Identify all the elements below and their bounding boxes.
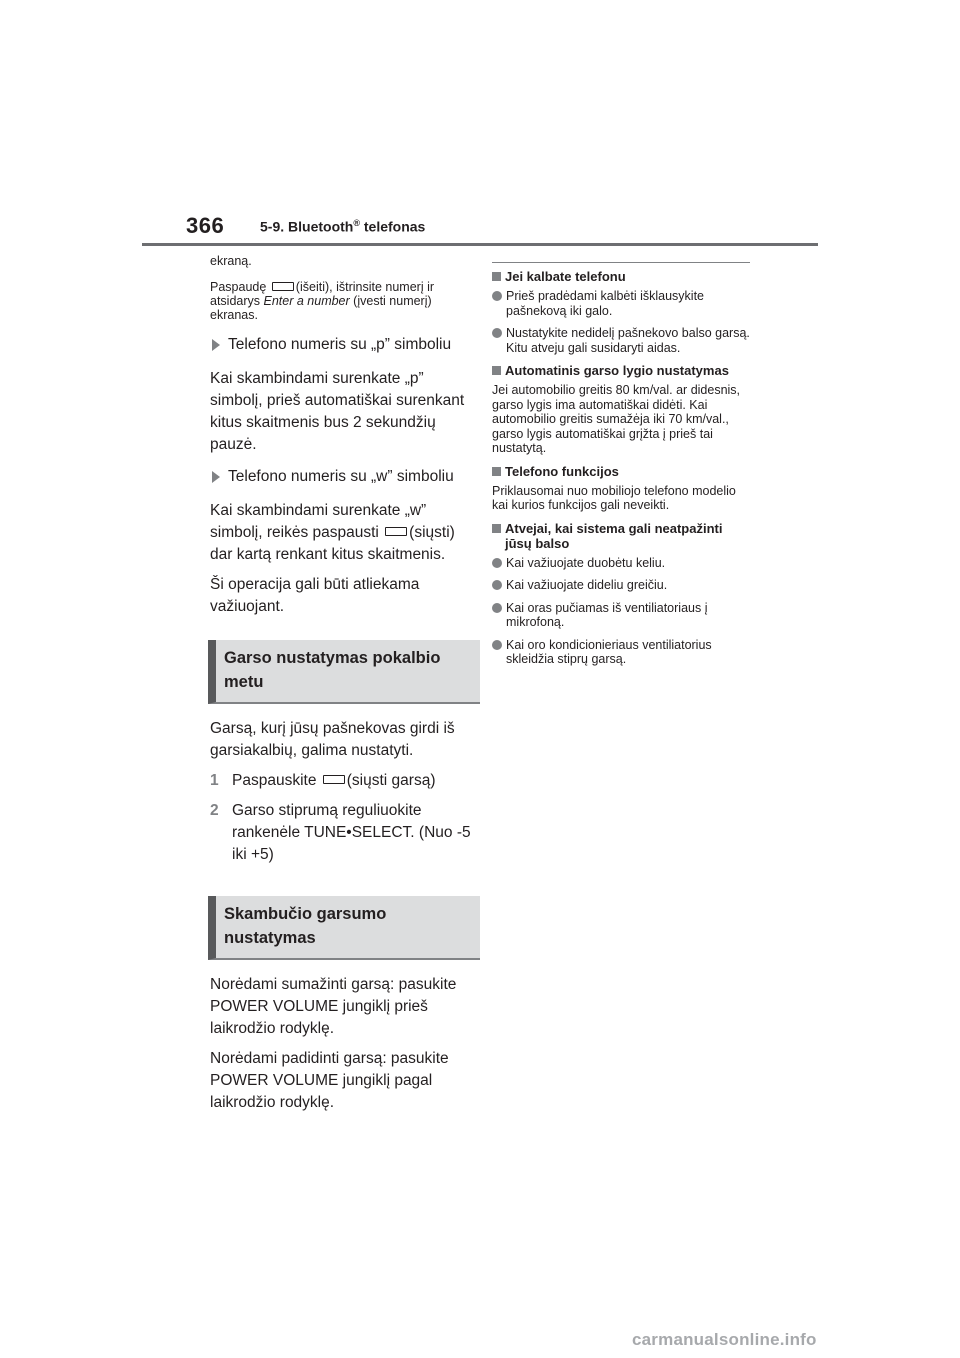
- text-auto: Jei automobilio greitis 80 km/val. ar didesnis, garso lygis ima automatiškai didėti. Kai automobilio greitis sumažėja iki 70 km/val., garso lygis automatiškai grįžta į prieš tai nustatytą.: [492, 383, 741, 455]
- text-operacija: Ši operacija gali būti atliekama važiuojant.: [210, 576, 420, 615]
- list-item: Nustatykite nedidelį pašnekovo balso garsą. Kitu atveju gali susidaryti aidas.: [492, 326, 750, 355]
- triangle-icon: [212, 471, 220, 483]
- list-item: Kai oro kondicionieriaus ventiliatorius skleidžia stiprų garsą.: [492, 638, 750, 667]
- square-bullet-icon: [492, 272, 501, 281]
- heading-ring-volume: Skambučio garsumo nustatymas: [208, 896, 480, 960]
- exit-button-icon: [272, 282, 294, 291]
- subheading-w-symbol: Telefono numeris su „w” simboliu: [210, 466, 472, 488]
- right-column: [492, 262, 750, 675]
- circle-bullet-icon: [492, 328, 502, 338]
- column-rule: [492, 262, 750, 263]
- text-p-symbol: Kai skambindami surenkate „p” simbolį, prieš automatiškai surenkant kitus skaitmenis bus 2 sekundžių pauzė.: [210, 370, 465, 453]
- text-w-symbol: Kai skambindami surenkate „w” simbolį, reikės paspausti (siųsti) dar kartą renkant kitus skaitmenis.: [210, 502, 455, 563]
- list-item: Kai važiuojate duobėtu keliu.: [492, 556, 750, 571]
- text-funkcijos: Priklausomai nuo mobiliojo telefono modelio kai kurios funkcijos gali neveikti.: [492, 483, 736, 512]
- header-divider: [142, 243, 818, 246]
- send-sound-button-icon: [323, 775, 345, 784]
- text-padidinti: Norėdami padidinti garsą: pasukite POWER VOLUME jungiklį pagal laikrodžio rodyklę.: [210, 1050, 449, 1111]
- circle-bullet-icon: [492, 291, 502, 301]
- square-bullet-icon: [492, 524, 501, 533]
- subheading-auto: Automatinis garso lygio nustatymas: [492, 363, 750, 378]
- list-item: Kai važiuojate dideliu greičiu.: [492, 578, 750, 593]
- text-paspaude: Paspaudę (išeiti), ištrinsite numerį ir atsidarys Enter a number (įvesti numerį) ekranas.: [210, 280, 435, 322]
- subheading-jei: Jei kalbate telefonu: [492, 269, 750, 284]
- text-ekrana: ekraną.: [210, 254, 252, 268]
- list-item: Prieš pradėdami kalbėti išklausykite pašnekovą iki galo.: [492, 289, 750, 318]
- circle-bullet-icon: [492, 580, 502, 590]
- list-item: Kai oras pučiamas iš ventiliatoriaus į mikrofoną.: [492, 601, 750, 630]
- subheading-p-symbol: Telefono numeris su „p” simboliu: [210, 334, 472, 356]
- step-2: 2 Garso stiprumą reguliuokite rankenėle TUNE•SELECT. (Nuo -5 iki +5): [210, 802, 471, 863]
- triangle-icon: [212, 339, 220, 351]
- left-column: [210, 254, 472, 1122]
- circle-bullet-icon: [492, 640, 502, 650]
- page-number: 366: [186, 213, 225, 238]
- square-bullet-icon: [492, 366, 501, 375]
- subheading-atvejai: Atvejai, kai sistema gali neatpažinti jūsų balso: [492, 521, 750, 551]
- step-1: 1 Paspauskite (siųsti garsą): [210, 772, 436, 789]
- text-sumazinti: Norėdami sumažinti garsą: pasukite POWER VOLUME jungiklį prieš laikrodžio rodyklę.: [210, 976, 457, 1037]
- send-button-icon: [385, 527, 407, 536]
- section-title: 5-9. Bluetooth® telefonas: [260, 218, 426, 235]
- watermark: carmanualsonline.info: [632, 1330, 817, 1349]
- square-bullet-icon: [492, 467, 501, 476]
- circle-bullet-icon: [492, 603, 502, 613]
- heading-call-volume: Garso nustatymas pokalbio metu: [208, 640, 480, 704]
- subheading-funkcijos: Telefono funkcijos: [492, 464, 750, 479]
- circle-bullet-icon: [492, 558, 502, 568]
- text-garsa: Garsą, kurį jūsų pašnekovas girdi iš garsiakalbių, galima nustatyti.: [210, 720, 455, 759]
